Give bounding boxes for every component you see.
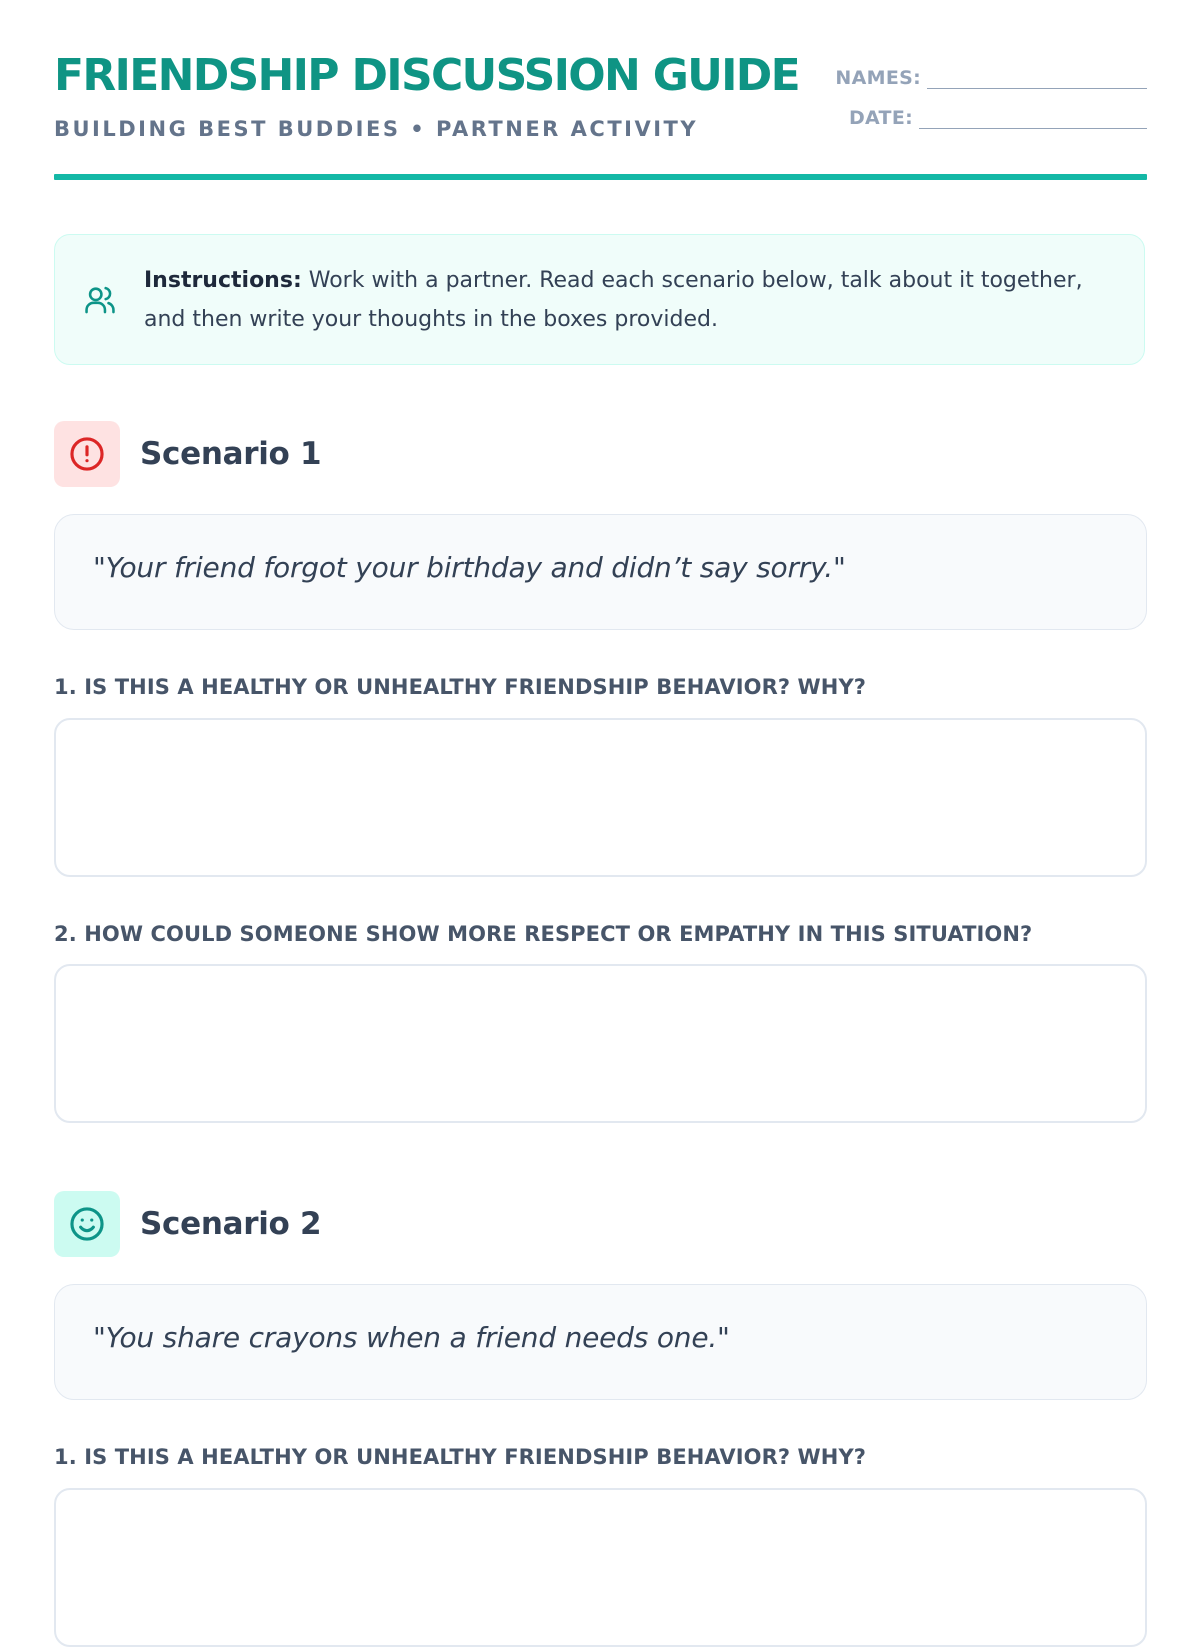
date-blank-line: [919, 108, 1147, 129]
date-label: DATE:: [848, 107, 913, 129]
instructions-body: Work with a partner. Read each scenario below, talk about it together, and then write your thoughts in the boxes provided.: [144, 268, 1083, 332]
scenario-1-question-1: 1. IS THIS A HEALTHY OR UNHEALTHY FRIENDSHIP BEHAVIOR? WHY?: [54, 675, 867, 699]
scenario-2-quote: "You share crayons when a friend needs one.": [93, 1321, 730, 1354]
names-field: [835, 67, 1147, 89]
scenario-1-question-2: 2. HOW COULD SOMEONE SHOW MORE RESPECT OR EMPATHY IN THIS SITUATION?: [54, 922, 1033, 946]
scenario-1-quote-box: [54, 514, 1147, 630]
scenario-1-header: [54, 421, 321, 487]
instructions-text: [144, 261, 1124, 339]
users-icon: [83, 283, 117, 317]
alert-circle-icon: [68, 435, 106, 473]
scenario-1-badge: [54, 421, 120, 487]
scenario-2-answer-1-box[interactable]: [54, 1488, 1147, 1647]
scenario-1-answer-2-box[interactable]: [54, 964, 1147, 1123]
names-label: NAMES:: [835, 67, 921, 89]
worksheet-page: [54, 0, 1147, 1469]
scenario-1-answer-1-box[interactable]: [54, 718, 1147, 877]
scenario-2-title: Scenario 2: [140, 1206, 322, 1242]
date-field: [849, 107, 1147, 129]
page-title: FRIENDSHIP DISCUSSION GUIDE: [54, 50, 799, 101]
instructions-lead: Instructions:: [144, 268, 302, 293]
scenario-2-question-1: 1. IS THIS A HEALTHY OR UNHEALTHY FRIENDSHIP BEHAVIOR? WHY?: [54, 1445, 867, 1469]
page-subtitle: BUILDING BEST BUDDIES • PARTNER ACTIVITY: [54, 117, 699, 141]
scenario-2-header: [54, 1191, 321, 1257]
scenario-2-badge: [54, 1191, 120, 1257]
names-blank-line: [927, 68, 1147, 89]
scenario-2-quote-box: [54, 1284, 1147, 1400]
worksheet-header: [54, 0, 1147, 182]
scenario-1-quote: "Your friend forgot your birthday and didn’t say sorry.": [93, 551, 846, 584]
instructions-box: [54, 234, 1145, 365]
header-divider: [54, 174, 1147, 180]
smile-icon: [68, 1205, 106, 1243]
scenario-1-title: Scenario 1: [140, 436, 322, 472]
